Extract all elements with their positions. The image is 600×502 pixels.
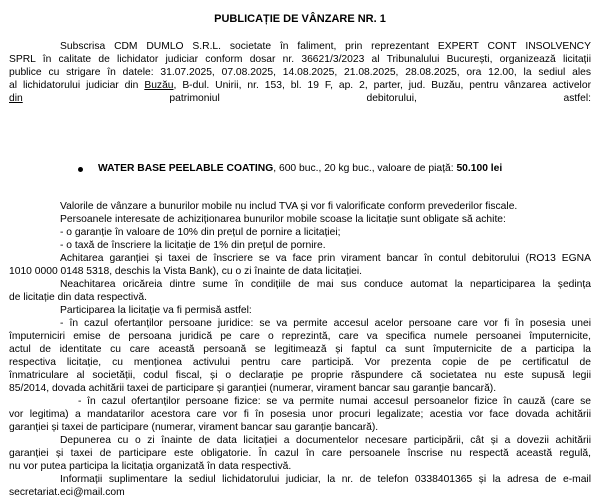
legal-line-5: înmatriculare al societății, codul fiscal, și o declarație pe proprie răspundere că societatea nu este supusă legii bbox=[9, 370, 591, 381]
document-title: PUBLICAȚIE DE VÂNZARE NR. 1 bbox=[214, 13, 386, 25]
documents-line-3: nu vor putea participa la licitația organizată în data respectivă. bbox=[9, 461, 292, 472]
non-payment-line-2: de licitație din data respectivă. bbox=[9, 292, 147, 303]
vat-note: Valorile de vânzare a bunurilor mobile nu includ TVA și vor fi valorificate conform prevederilor fiscale. bbox=[60, 201, 518, 212]
requirements-intro: Persoanele interesate de achiziționarea bunurilor mobile scoase la licitație sunt obligate să achite: bbox=[60, 214, 506, 225]
non-payment-line-1: Neachitarea oricăreia dintre sume în condițiile de mai sus conduce automat la neparticiparea la ședința bbox=[60, 279, 591, 290]
intro-line-2: SPRL în calitate de lichidator judiciar conform dosar nr. 36621/3/2023 al Tribunalului București, organizează licitații bbox=[9, 54, 591, 65]
intro-line-4: al lichidatorului judiciar din Buzău, B-dul. Unirii, nr. 153, bl. 19 F, ap. 2, parter, jud. Buzău, pentru vânzarea activelor bbox=[9, 80, 591, 91]
requirement-2: - o taxă de înscriere la licitație de 1% din prețul de pornire. bbox=[60, 240, 326, 251]
intro-line-1: Subscrisa CDM DUMLO S.R.L. societate în faliment, prin reprezentant EXPERT CONT INSOLVENCY bbox=[60, 41, 591, 52]
bullet-icon bbox=[78, 167, 83, 172]
natural-line-1: - în cazul ofertanților persoane fizice: se va permite numai accesul persoanelor fizice în cauză (care se bbox=[78, 396, 591, 407]
legal-line-1: - în cazul ofertanților persoane juridice: se va permite accesul acelor persoane care vor fi în posesia unei bbox=[60, 318, 591, 329]
contact-line-1: Informații suplimentare la sediul lichidatorului judiciar, la nr. de telefon 0338401365 și la adresa de e-mail bbox=[60, 474, 591, 485]
legal-line-3: actul de identitate cu care această persoană se legitimează și faptul ca sunt împuternicite de a participa la bbox=[9, 344, 591, 355]
legal-line-2: împuterniciri emise de persoana juridică pe care o reprezintă, care va specifica numele persoanei împuternicite, bbox=[9, 331, 591, 342]
participation-intro: Participarea la licitație va fi permisă astfel: bbox=[60, 305, 252, 316]
intro-line-5: din patrimoniul debitorului, astfel: bbox=[9, 93, 591, 104]
legal-line-4: respectiva licitație, cu menționea activului pentru care participă. Vor prezenta copie de pe certificatul de bbox=[9, 357, 591, 368]
natural-line-3: garanției și taxei de participare (numerar, virament bancar sau garanție bancară). bbox=[9, 422, 379, 433]
natural-line-2: vor legitima) a mandatarilor acestora care vor fi în posesia unor procuri legalizate; acestia vor face dovada achitării bbox=[9, 409, 591, 420]
payment-line-2: 1010 0000 0148 5318, deschis la Vista Bank), cu o zi înainte de data licitației. bbox=[9, 266, 363, 277]
payment-line-1: Achitarea garanției și taxei de înscriere se va face prin virament bancar în contul debitorului (RO13 EGNA bbox=[60, 253, 591, 264]
requirement-1: - o garanție în valoare de 10% din prețul de pornire a licitației; bbox=[60, 227, 341, 238]
documents-line-2: garanției și taxei de participare este obligatorie. În cazul în care persoanele înscrise nu respectă această regulă, bbox=[9, 448, 591, 459]
asset-item: WATER BASE PEELABLE COATING, 600 buc., 20 kg buc., valoare de piață: 50.100 lei bbox=[98, 163, 503, 174]
documents-line-1: Depunerea cu o zi înainte de data licitației a documentelor necesare participării, cât și a dovezii achitării bbox=[60, 435, 591, 446]
legal-line-6: 85/2014, dovada achitării taxei de participare și garanției (numerar, virament bancar sau garanție bancară). bbox=[9, 383, 497, 394]
intro-line-3: publice cu strigare în datele: 31.07.2025, 07.08.2025, 14.08.2025, 21.08.2025, 28.08.2025, ora 12.00, la sediul ales bbox=[9, 67, 591, 78]
contact-email[interactable]: secretariat.eci@mail.com bbox=[9, 487, 125, 498]
